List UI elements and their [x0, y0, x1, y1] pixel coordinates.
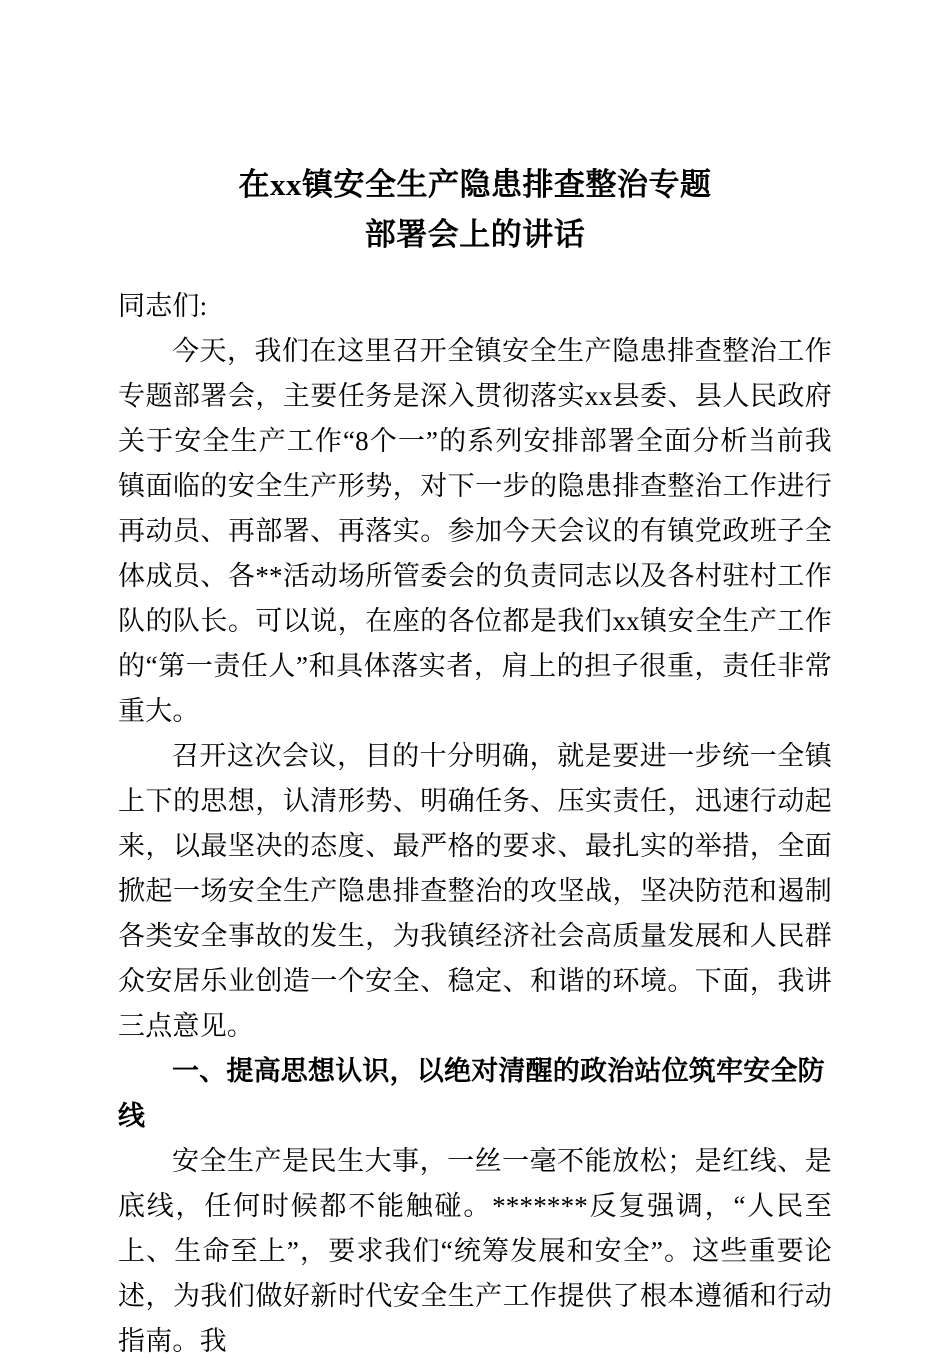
section-heading-1: 一、提高思想认识，以绝对清醒的政治站位筑牢安全防线 [118, 1056, 825, 1131]
section-paragraph-1: 安全生产是民生大事，一丝一毫不能放松；是红线、是底线，任何时候都不能触碰。*******反复强调，“人民至上、生命至上”，要求我们“统筹发展和安全”。这些重要论述，为我们做好新时代安全生产工作提供了根本遵循和行动指南。我 [118, 1146, 832, 1356]
body-paragraph-1: 今天，我们在这里召开全镇安全生产隐患排查整治工作专题部署会，主要任务是深入贯彻落实xx县委、县人民政府关于安全生产工作“8个一”的系列安排部署全面分析当前我镇面临的安全生产形势，对下一步的隐患排查整治工作进行再动员、再部署、再落实。参加今天会议的有镇党政班子全体成员、各**活动场所管委会的负责同志以及各村驻村工作队的队长。可以说，在座的各位都是我们xx镇安全生产工作的“第一责任人”和具体落实者，肩上的担子很重，责任非常重大。 [118, 336, 832, 726]
salutation: 同志们: [118, 291, 208, 321]
document-content [118, 0, 832, 1364]
body-paragraph-2: 召开这次会议，目的十分明确，就是要进一步统一全镇上下的思想，认清形势、明确任务、压实责任，迅速行动起来，以最坚决的态度、最严格的要求、最扎实的举措，全面掀起一场安全生产隐患排查整治的攻坚战，坚决防范和遏制各类安全事故的发生，为我镇经济社会高质量发展和人民群众安居乐业创造一个安全、稳定、和谐的环境。下面，我讲三点意见。 [118, 741, 832, 1041]
page-title [118, 0, 832, 260]
title-line-2: 部署会上的讲话 [364, 217, 586, 252]
title-line-1: 在xx镇安全生产隐患排查整治专题 [238, 167, 712, 202]
